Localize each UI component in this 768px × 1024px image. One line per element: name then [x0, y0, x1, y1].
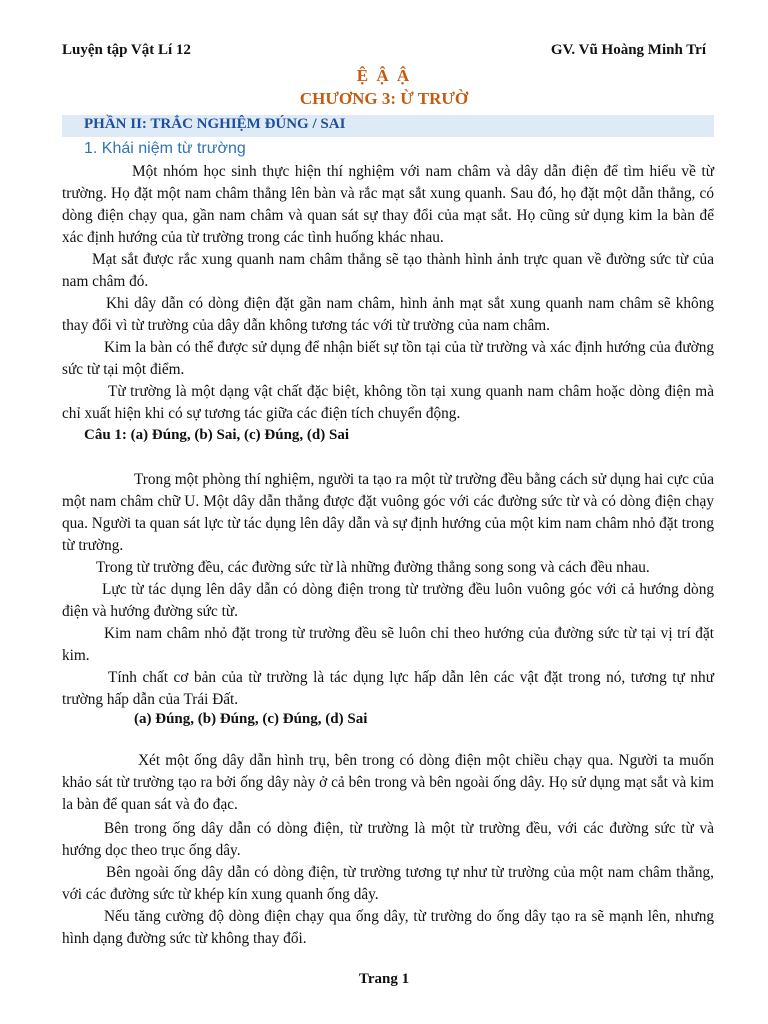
q3-statement-c: Nếu tăng cường độ dòng điện chạy qua ống dây, từ trường do ống dây tạo ra sẽ mạnh lên, nhưng hình dạng đường sức từ không thay đổi.	[62, 908, 714, 947]
q1-statement-b: Khi dây dẫn có dòng điện đặt gần nam châm, hình ảnh mạt sắt xung quanh nam châm sẽ không thay đổi vì từ trường của dây dẫn không tương tác với từ trường của nam châm.	[62, 295, 714, 334]
q3-statement-a: Bên trong ống dây dẫn có dòng điện, từ trường là một từ trường đều, với các đường sức từ và hướng dọc theo trục ống dây.	[62, 820, 714, 859]
q2-statement-c: Kim nam châm nhỏ đặt trong từ trường đều sẽ luôn chỉ theo hướng của đường sức từ tại vị trí đặt kim.	[62, 625, 714, 664]
q1-intro: Một nhóm học sinh thực hiện thí nghiệm với nam châm và dây dẫn điện để tìm hiểu về từ trường. Họ đặt một nam châm thẳng lên bàn và rắc mạt sắt xung quanh. Sau đó, họ đặt một dẫn thẳng, có dòng điện chạy qua, gần nam châm và quan sát sự thay đổi của mạt sắt. Họ cũng sử dụng kim la bàn để xác định hướng của từ trường trong các tình huống khác nhau.	[62, 163, 714, 246]
q2-intro: Trong một phòng thí nghiệm, người ta tạo ra một từ trường đều bằng cách sử dụng hai cực của một nam châm chữ U. Một dây dẫn thẳng được đặt vuông góc với các đường sức từ và có dòng điện chạy qua. Người ta quan sát lực từ tác dụng lên dây dẫn và sự định hướng của một kim nam châm nhỏ đặt trong từ trường.	[62, 471, 714, 554]
q3-intro: Xét một ống dây dẫn hình trụ, bên trong có dòng điện một chiều chạy qua. Người ta muốn khảo sát từ trường tạo ra bởi ống dây này ở cả bên trong và bên ngoài ống dây. Họ sử dụng mạt sắt và kim la bàn để quan sát và đo đạc.	[62, 752, 714, 813]
q1-statement-a: Mạt sắt được rắc xung quanh nam châm thẳng sẽ tạo thành hình ảnh trực quan về đường sức từ của nam châm đó.	[62, 251, 714, 290]
header-teacher-name: GV. Vũ Hoàng Minh Trí	[550, 42, 706, 58]
q2-statement-d: Tính chất cơ bản của từ trường là tác dụng lực hấp dẫn lên các vật đặt trong nó, tương tự như trường hấp dẫn của Trái Đất.	[62, 669, 714, 708]
q1-statement-c: Kim la bàn có thể được sử dụng để nhận biết sự tồn tại của từ trường và xác định hướng của đường sức từ tại một điểm.	[62, 339, 714, 378]
q2-statement-a: Trong từ trường đều, các đường sức từ là những đường thẳng song song và cách đều nhau.	[96, 559, 650, 576]
q1-answer: Câu 1: (a) Đúng, (b) Sai, (c) Đúng, (d) Sai	[84, 427, 350, 443]
q2-statement-b: Lực từ tác dụng lên dây dẫn có dòng điện trong từ trường đều luôn vuông góc với cả hướng dòng điện và hướng đường sức từ.	[62, 581, 714, 620]
page-number: Trang 1	[358, 971, 410, 987]
chapter-heading-line2: CHƯƠNG 3: Ừ TRƯỜ	[299, 89, 469, 108]
chapter-heading-line1: Ệ Ậ Ậ	[356, 66, 412, 85]
section-title: PHẦN II: TRẮC NGHIỆM ĐÚNG / SAI	[84, 116, 346, 132]
subsection-title: 1. Khái niệm từ trường	[84, 140, 246, 157]
header-course-title: Luyện tập Vật Lí 12	[62, 42, 191, 58]
q2-answer: (a) Đúng, (b) Đúng, (c) Đúng, (d) Sai	[134, 711, 368, 727]
q3-statement-b: Bên ngoài ống dây dẫn có dòng điện, từ trường tương tự như từ trường của một nam châm thẳng, với các đường sức từ khép kín xung quanh ống dây.	[62, 864, 714, 903]
q1-statement-d: Từ trường là một dạng vật chất đặc biệt, không tồn tại xung quanh nam châm hoặc dòng điện mà chỉ xuất hiện khi có sự tương tác giữa các điện tích chuyển động.	[62, 383, 714, 422]
